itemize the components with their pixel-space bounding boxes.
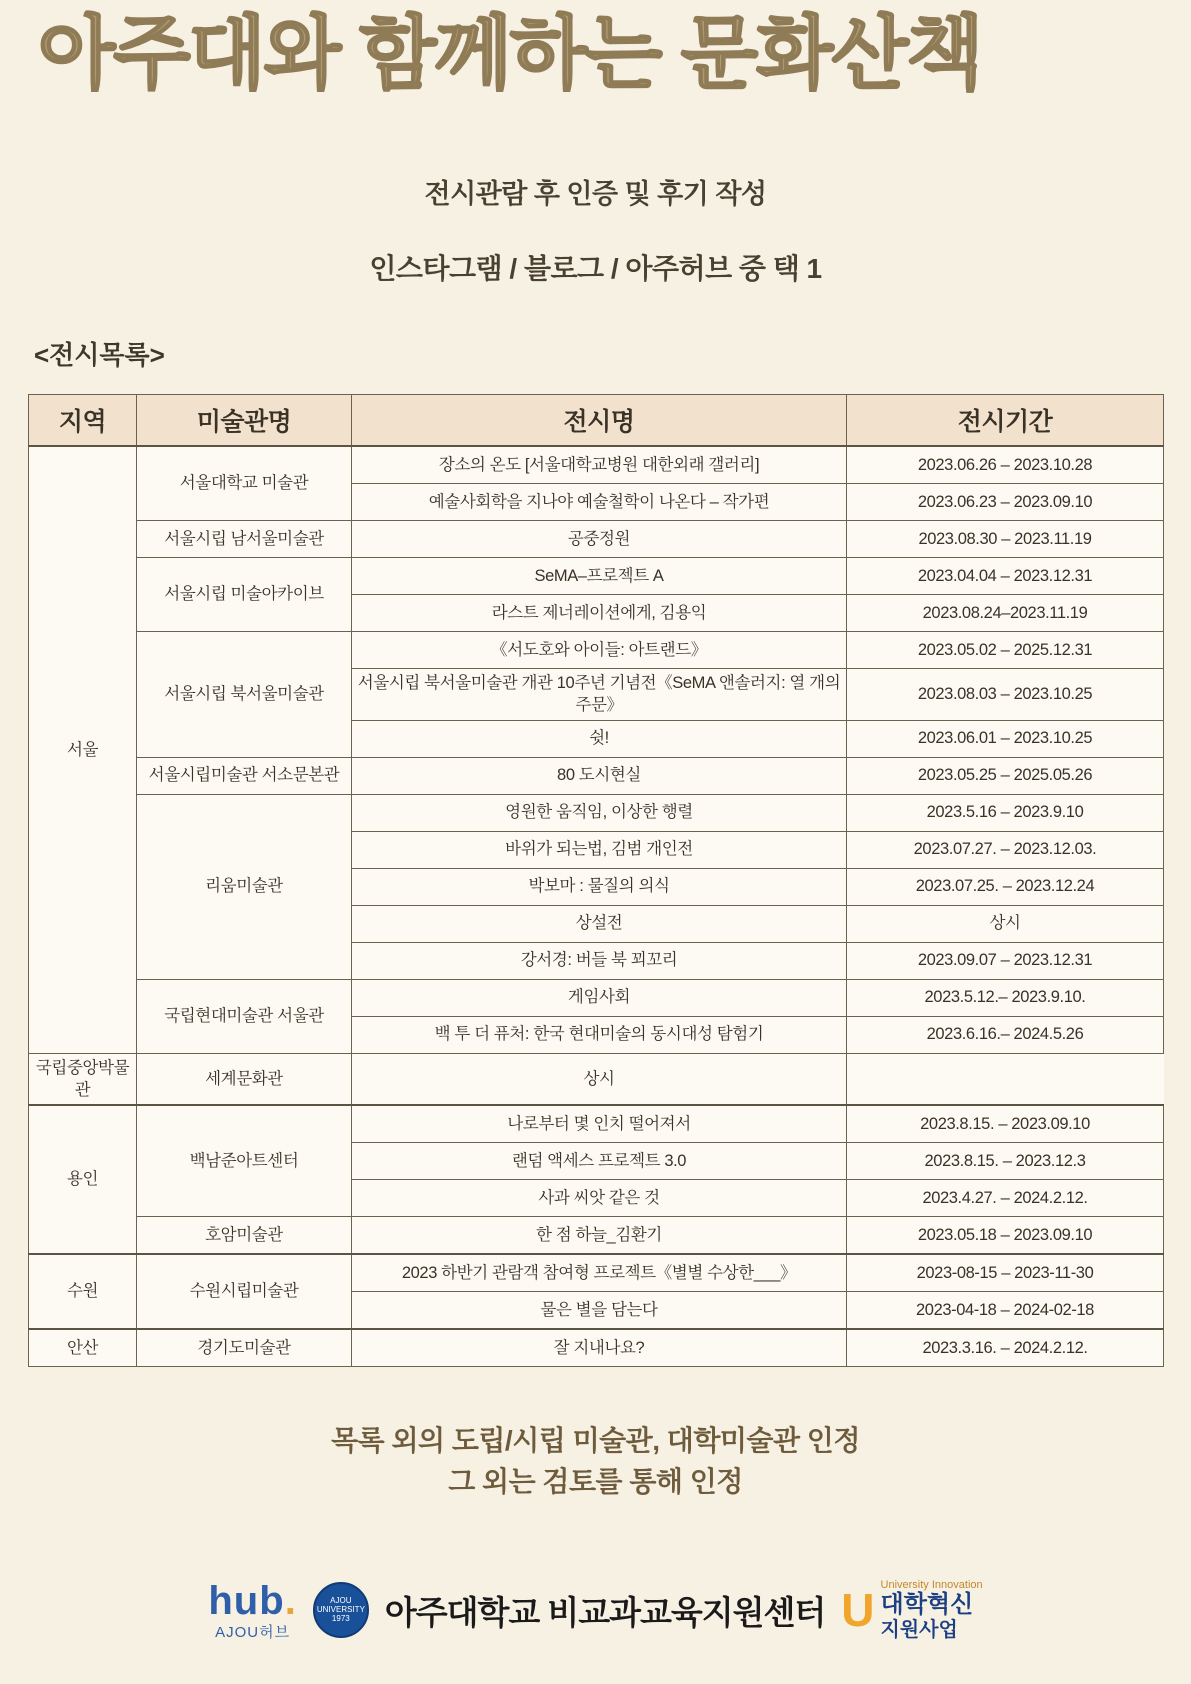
cell-exhibition-name: 백 투 더 퓨처: 한국 현대미술의 동시대성 탐험기 — [352, 1016, 847, 1053]
ajou-hub-logo — [208, 1578, 297, 1641]
cell-museum: 국립중앙박물관 — [29, 1053, 137, 1105]
cell-exhibition-name: 《서도호와 아이들: 아트랜드》 — [352, 632, 847, 669]
table-row — [29, 558, 1164, 595]
table-row — [29, 1217, 1164, 1255]
cell-exhibition-name: 사과 씨앗 같은 것 — [352, 1180, 847, 1217]
cell-period: 2023.05.25 – 2025.05.26 — [847, 757, 1164, 794]
column-header-exhibition: 전시명 — [352, 395, 847, 447]
cell-exhibition-name: 잘 지내나요? — [352, 1329, 847, 1367]
cell-exhibition-name: 쉿! — [352, 720, 847, 757]
hub-subtext: AJOU허브 — [215, 1623, 291, 1641]
university-seal-icon: AJOU UNIVERSITY 1973 — [313, 1582, 369, 1638]
cell-exhibition-name: 장소의 온도 [서울대학교병원 대한외래 갤러리] — [352, 446, 847, 484]
table-header-row — [29, 395, 1164, 447]
cell-region: 안산 — [29, 1329, 137, 1367]
exhibition-list-label: <전시목록> — [34, 340, 165, 370]
cell-exhibition-name: 예술사회학을 지나야 예술철학이 나온다 – 작가편 — [352, 484, 847, 521]
table-row — [29, 794, 1164, 831]
hub-wordmark: hub. — [208, 1578, 297, 1623]
cell-period: 2023.08.24–2023.11.19 — [847, 595, 1164, 632]
cell-period: 2023-08-15 – 2023-11-30 — [847, 1254, 1164, 1292]
cell-museum: 서울대학교 미술관 — [137, 446, 352, 521]
u-mark-icon: U — [841, 1584, 875, 1637]
cell-period: 상시 — [352, 1053, 847, 1105]
cell-period: 2023.5.12.– 2023.9.10. — [847, 979, 1164, 1016]
column-header-region: 지역 — [29, 395, 137, 447]
cell-exhibition-name: 한 점 하늘_김환기 — [352, 1217, 847, 1255]
cell-period: 2023.09.07 – 2023.12.31 — [847, 942, 1164, 979]
subheading-primary: 전시관람 후 인증 및 후기 작성 — [424, 179, 767, 209]
footer-notice — [28, 1421, 1163, 1502]
cell-period: 2023.3.16. – 2024.2.12. — [847, 1329, 1164, 1367]
cell-period: 2023.07.25. – 2023.12.24 — [847, 868, 1164, 905]
cell-period: 2023.06.26 – 2023.10.28 — [847, 446, 1164, 484]
cell-period: 2023.05.02 – 2025.12.31 — [847, 632, 1164, 669]
cell-exhibition-name: SeMA–프로젝트 A — [352, 558, 847, 595]
cell-period: 2023.08.30 – 2023.11.19 — [847, 521, 1164, 558]
cell-museum: 서울시립 북서울미술관 — [137, 632, 352, 758]
cell-exhibition-name: 세계문화관 — [137, 1053, 352, 1105]
cell-museum: 호암미술관 — [137, 1217, 352, 1255]
cell-exhibition-name: 박보마 : 물질의 의식 — [352, 868, 847, 905]
cell-exhibition-name: 랜덤 액세스 프로젝트 3.0 — [352, 1143, 847, 1180]
cell-museum: 서울시립 남서울미술관 — [137, 521, 352, 558]
subheading-secondary: 인스타그램 / 블로그 / 아주허브 중 택 1 — [369, 253, 822, 284]
cell-exhibition-name: 강서경: 버들 북 꾀꼬리 — [352, 942, 847, 979]
cell-exhibition-name: 나로부터 몇 인치 떨어져서 — [352, 1105, 847, 1143]
cell-exhibition-name: 게임사회 — [352, 979, 847, 1016]
notice-line-1: 목록 외의 도립/시립 미술관, 대학미술관 인정 — [331, 1425, 860, 1457]
innovation-korean-label-1: 대학혁신 — [880, 1591, 974, 1619]
cell-region: 서울 — [29, 446, 137, 1053]
cell-museum: 백남준아트센터 — [137, 1105, 352, 1217]
cell-exhibition-name: 바위가 되는법, 김범 개인전 — [352, 831, 847, 868]
table-row — [29, 757, 1164, 794]
cell-period: 2023.4.27. – 2024.2.12. — [847, 1180, 1164, 1217]
cell-period: 2023.06.23 – 2023.09.10 — [847, 484, 1164, 521]
column-header-museum: 미술관명 — [137, 395, 352, 447]
cell-period: 2023.6.16.– 2024.5.26 — [847, 1016, 1164, 1053]
logo-strip — [0, 1579, 1191, 1642]
cell-exhibition-name: 라스트 제너레이션에게, 김용익 — [352, 595, 847, 632]
cell-period: 2023.8.15. – 2023.12.3 — [847, 1143, 1164, 1180]
table-row — [29, 1254, 1164, 1292]
cell-region: 용인 — [29, 1105, 137, 1254]
table-row — [29, 521, 1164, 558]
cell-period: 2023.06.01 – 2023.10.25 — [847, 720, 1164, 757]
cell-exhibition-name: 영원한 움직임, 이상한 행렬 — [352, 794, 847, 831]
cell-exhibition-name: 서울시립 북서울미술관 개관 10주년 기념전《SeMA 앤솔러지: 열 개의 주문》 — [352, 669, 847, 721]
cell-exhibition-name: 80 도시현실 — [352, 757, 847, 794]
cell-period: 2023.05.18 – 2023.09.10 — [847, 1217, 1164, 1255]
page-title: 아주대와 함께하는 문화산책 — [38, 9, 982, 98]
university-center-name: 아주대학교 비교과교육지원센터 — [384, 1593, 826, 1631]
cell-region: 수원 — [29, 1254, 137, 1329]
cell-exhibition-name: 공중정원 — [352, 521, 847, 558]
cell-period: 상시 — [847, 905, 1164, 942]
notice-line-2: 그 외는 검토를 통해 인정 — [448, 1465, 743, 1497]
cell-exhibition-name: 물은 별을 담는다 — [352, 1292, 847, 1330]
table-row — [29, 632, 1164, 669]
table-row — [29, 1329, 1164, 1367]
table-body — [29, 446, 1164, 1367]
title-area — [28, 0, 1163, 100]
innovation-korean-label-2: 지원사업 — [880, 1619, 958, 1641]
innovation-english-label: University Innovation — [880, 1578, 983, 1591]
cell-museum: 서울시립 미술아카이브 — [137, 558, 352, 632]
table-row — [29, 1105, 1164, 1143]
cell-museum: 국립현대미술관 서울관 — [137, 979, 352, 1053]
subheading-block — [28, 172, 1163, 287]
column-header-period: 전시기간 — [847, 395, 1164, 447]
cell-period: 2023.8.15. – 2023.09.10 — [847, 1105, 1164, 1143]
cell-exhibition-name: 상설전 — [352, 905, 847, 942]
table-row — [29, 979, 1164, 1016]
university-innovation-logo — [841, 1579, 982, 1642]
cell-period: 2023-04-18 – 2024-02-18 — [847, 1292, 1164, 1330]
cell-period: 2023.08.03 – 2023.10.25 — [847, 669, 1164, 721]
cell-period: 2023.04.04 – 2023.12.31 — [847, 558, 1164, 595]
exhibition-table — [28, 394, 1164, 1367]
cell-museum: 수원시립미술관 — [137, 1254, 352, 1329]
cell-museum: 서울시립미술관 서소문본관 — [137, 757, 352, 794]
cell-period: 2023.07.27. – 2023.12.03. — [847, 831, 1164, 868]
table-row — [29, 446, 1164, 484]
cell-period: 2023.5.16 – 2023.9.10 — [847, 794, 1164, 831]
cell-exhibition-name: 2023 하반기 관람객 참여형 프로젝트《별별 수상한___》 — [352, 1254, 847, 1292]
cell-museum: 리움미술관 — [137, 794, 352, 979]
table-row — [29, 1053, 1164, 1105]
cell-museum: 경기도미술관 — [137, 1329, 352, 1367]
